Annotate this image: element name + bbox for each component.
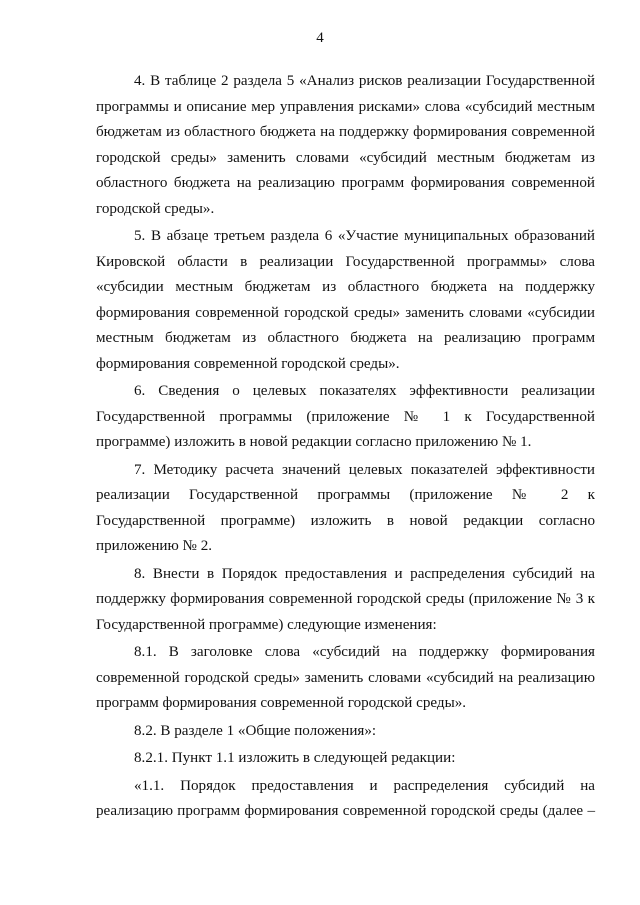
page-number: 4 xyxy=(316,30,324,46)
paragraph-item-4: 4. В таблице 2 раздела 5 «Анализ рисков реализации Государственной программы и описание мер управления рисками» слова «субсидий местным бюджетам из областного бюджета на поддержку формирования современной городской среды» заменить словами «субсидий местным бюджетам из областного бюджета на реализацию программ формирования современной городской среды». xyxy=(96,73,595,217)
paragraph-item-8-2-1: 8.2.1. Пункт 1.1 изложить в следующей редакции: xyxy=(134,750,456,766)
paragraph-item-8: 8. Внести в Порядок предоставления и распределения субсидий на поддержку формирования современной городской среды (приложение № 3 к Государственной программе) следующие изменения: xyxy=(96,565,595,633)
paragraph-item-6: 6. Сведения о целевых показателях эффективности реализации Государственной программы (приложение № 1 к Государственной программе) изложить в новой редакции согласно приложению № 1. xyxy=(96,383,595,450)
paragraph-item-1-1-quote: «1.1. Порядок предоставления и распределения субсидий на реализацию программ формирования современной городской среды (далее – xyxy=(96,777,595,819)
paragraph-item-7: 7. Методику расчета значений целевых показателей эффективности реализации Государственной программы (приложение № 2 к Государственной программе) изложить в новой редакции согласно приложению № 2. xyxy=(96,461,595,554)
paragraph-item-8-2: 8.2. В разделе 1 «Общие положения»: xyxy=(134,722,377,739)
paragraph-item-5: 5. В абзаце третьем раздела 6 «Участие муниципальных образований Кировской области в реализации Государственной программы» слова «субсидии местным бюджетам из областного бюджета на поддержку формирования современной городской среды» заменить словами «субсидии местным бюджетам из областного бюджета на реализацию программ формирования современной городской среды». xyxy=(96,228,595,372)
paragraph-item-8-1: 8.1. В заголовке слова «субсидий на поддержку формирования современной городской среды» заменить словами «субсидий на реализацию программ формирования современной городской среды». xyxy=(96,644,595,711)
document-body xyxy=(96,69,595,825)
